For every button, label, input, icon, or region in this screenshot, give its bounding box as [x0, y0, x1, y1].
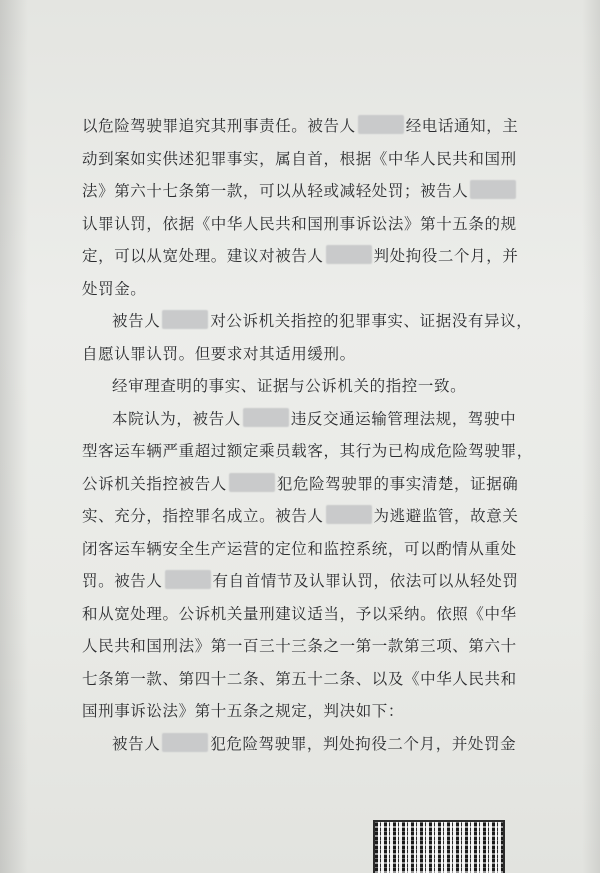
text-segment: 被告人 — [112, 312, 161, 330]
redacted-name — [162, 310, 208, 329]
text-segment: 对公诉机关指控的犯罪事实、证据没有异议， — [210, 312, 533, 330]
text-segment: 以危险驾驶罪追究其刑事责任。被告人 — [82, 117, 356, 135]
redacted-name — [358, 115, 404, 134]
text-line — [82, 175, 542, 208]
text-segment: 有自首情节及认罪认罚，依法可以从轻处罚 — [212, 572, 519, 590]
text-line — [82, 403, 542, 436]
text-segment: 动到案如实供述犯罪事实，属自首，根据《中华人民共和国刑 — [82, 149, 517, 168]
text-segment: 型客运车辆严重超过额定乘员载客，其行为已构成危险驾驶罪， — [82, 442, 533, 460]
judgment-text — [82, 110, 542, 760]
text-line — [82, 208, 542, 241]
text-segment: 判处拘役二个月，并 — [373, 247, 519, 265]
text-segment: 和从宽处理。公诉机关量刑建议适当，予以采纳。依照《中华 — [82, 604, 517, 623]
text-line — [82, 143, 542, 176]
text-segment: 违反交通运输管理法规，驾驶中 — [290, 409, 517, 428]
text-segment: 经电话通知，主 — [405, 117, 519, 135]
text-line — [82, 338, 542, 371]
text-segment: 罚。被告人 — [82, 572, 163, 590]
text-line — [82, 370, 542, 403]
text-line — [82, 305, 542, 338]
text-line — [82, 468, 542, 501]
text-segment: 本院认为，被告人 — [112, 409, 241, 428]
barcode-image — [375, 822, 503, 873]
text-line — [82, 630, 542, 663]
text-segment: 犯危险驾驶罪的事实清楚，证据确 — [276, 474, 519, 493]
text-line — [82, 500, 542, 533]
text-segment: 闭客运车辆安全生产运营的定位和监控系统，可以酌情从重处 — [82, 539, 517, 558]
text-line — [82, 728, 542, 761]
text-segment: 犯危险驾驶罪，判处拘役二个月，并处罚金 — [210, 734, 517, 753]
text-line — [82, 598, 542, 631]
redacted-name — [326, 245, 372, 264]
text-segment: 公诉机关指控被告人 — [82, 474, 227, 493]
text-segment: 人民共和国刑法》第一百三十三条之一第一款第三项、第六十 — [82, 637, 517, 655]
text-segment: 认罪认罚，依据《中华人民共和国刑事诉讼法》第十五条的规 — [82, 214, 517, 233]
text-line — [82, 435, 542, 468]
text-segment: 为逃避监管，故意关 — [373, 507, 519, 525]
text-segment: 经审理查明的事实、证据与公诉机关的指控一致。 — [112, 377, 467, 395]
text-segment: 被告人 — [112, 734, 161, 753]
text-segment: 实、充分，指控罪名成立。被告人 — [82, 507, 324, 525]
text-line — [82, 663, 542, 696]
text-segment: 自愿认罪认罚。但要求对其适用缓刑。 — [82, 344, 356, 363]
redacted-name — [243, 408, 289, 427]
redacted-name — [229, 473, 275, 492]
text-segment: 国刑事诉讼法》第十五条之规定，判决如下： — [82, 702, 405, 720]
redacted-name — [162, 733, 208, 752]
text-line — [82, 273, 542, 306]
text-segment: 七条第一款、第四十二条、第五十二条、以及《中华人民共和 — [82, 669, 517, 688]
text-line — [82, 565, 542, 598]
text-segment: 定，可以从宽处理。建议对被告人 — [82, 247, 324, 265]
text-segment: 处罚金。 — [82, 279, 147, 298]
redacted-name — [326, 505, 372, 524]
text-segment: 法》第六十七条第一款，可以从轻或减轻处罚；被告人 — [82, 182, 469, 200]
text-line — [82, 695, 542, 728]
text-line — [82, 110, 542, 143]
text-line — [82, 533, 542, 566]
text-line — [82, 240, 542, 273]
redacted-name — [470, 180, 516, 199]
redacted-name — [165, 570, 211, 589]
